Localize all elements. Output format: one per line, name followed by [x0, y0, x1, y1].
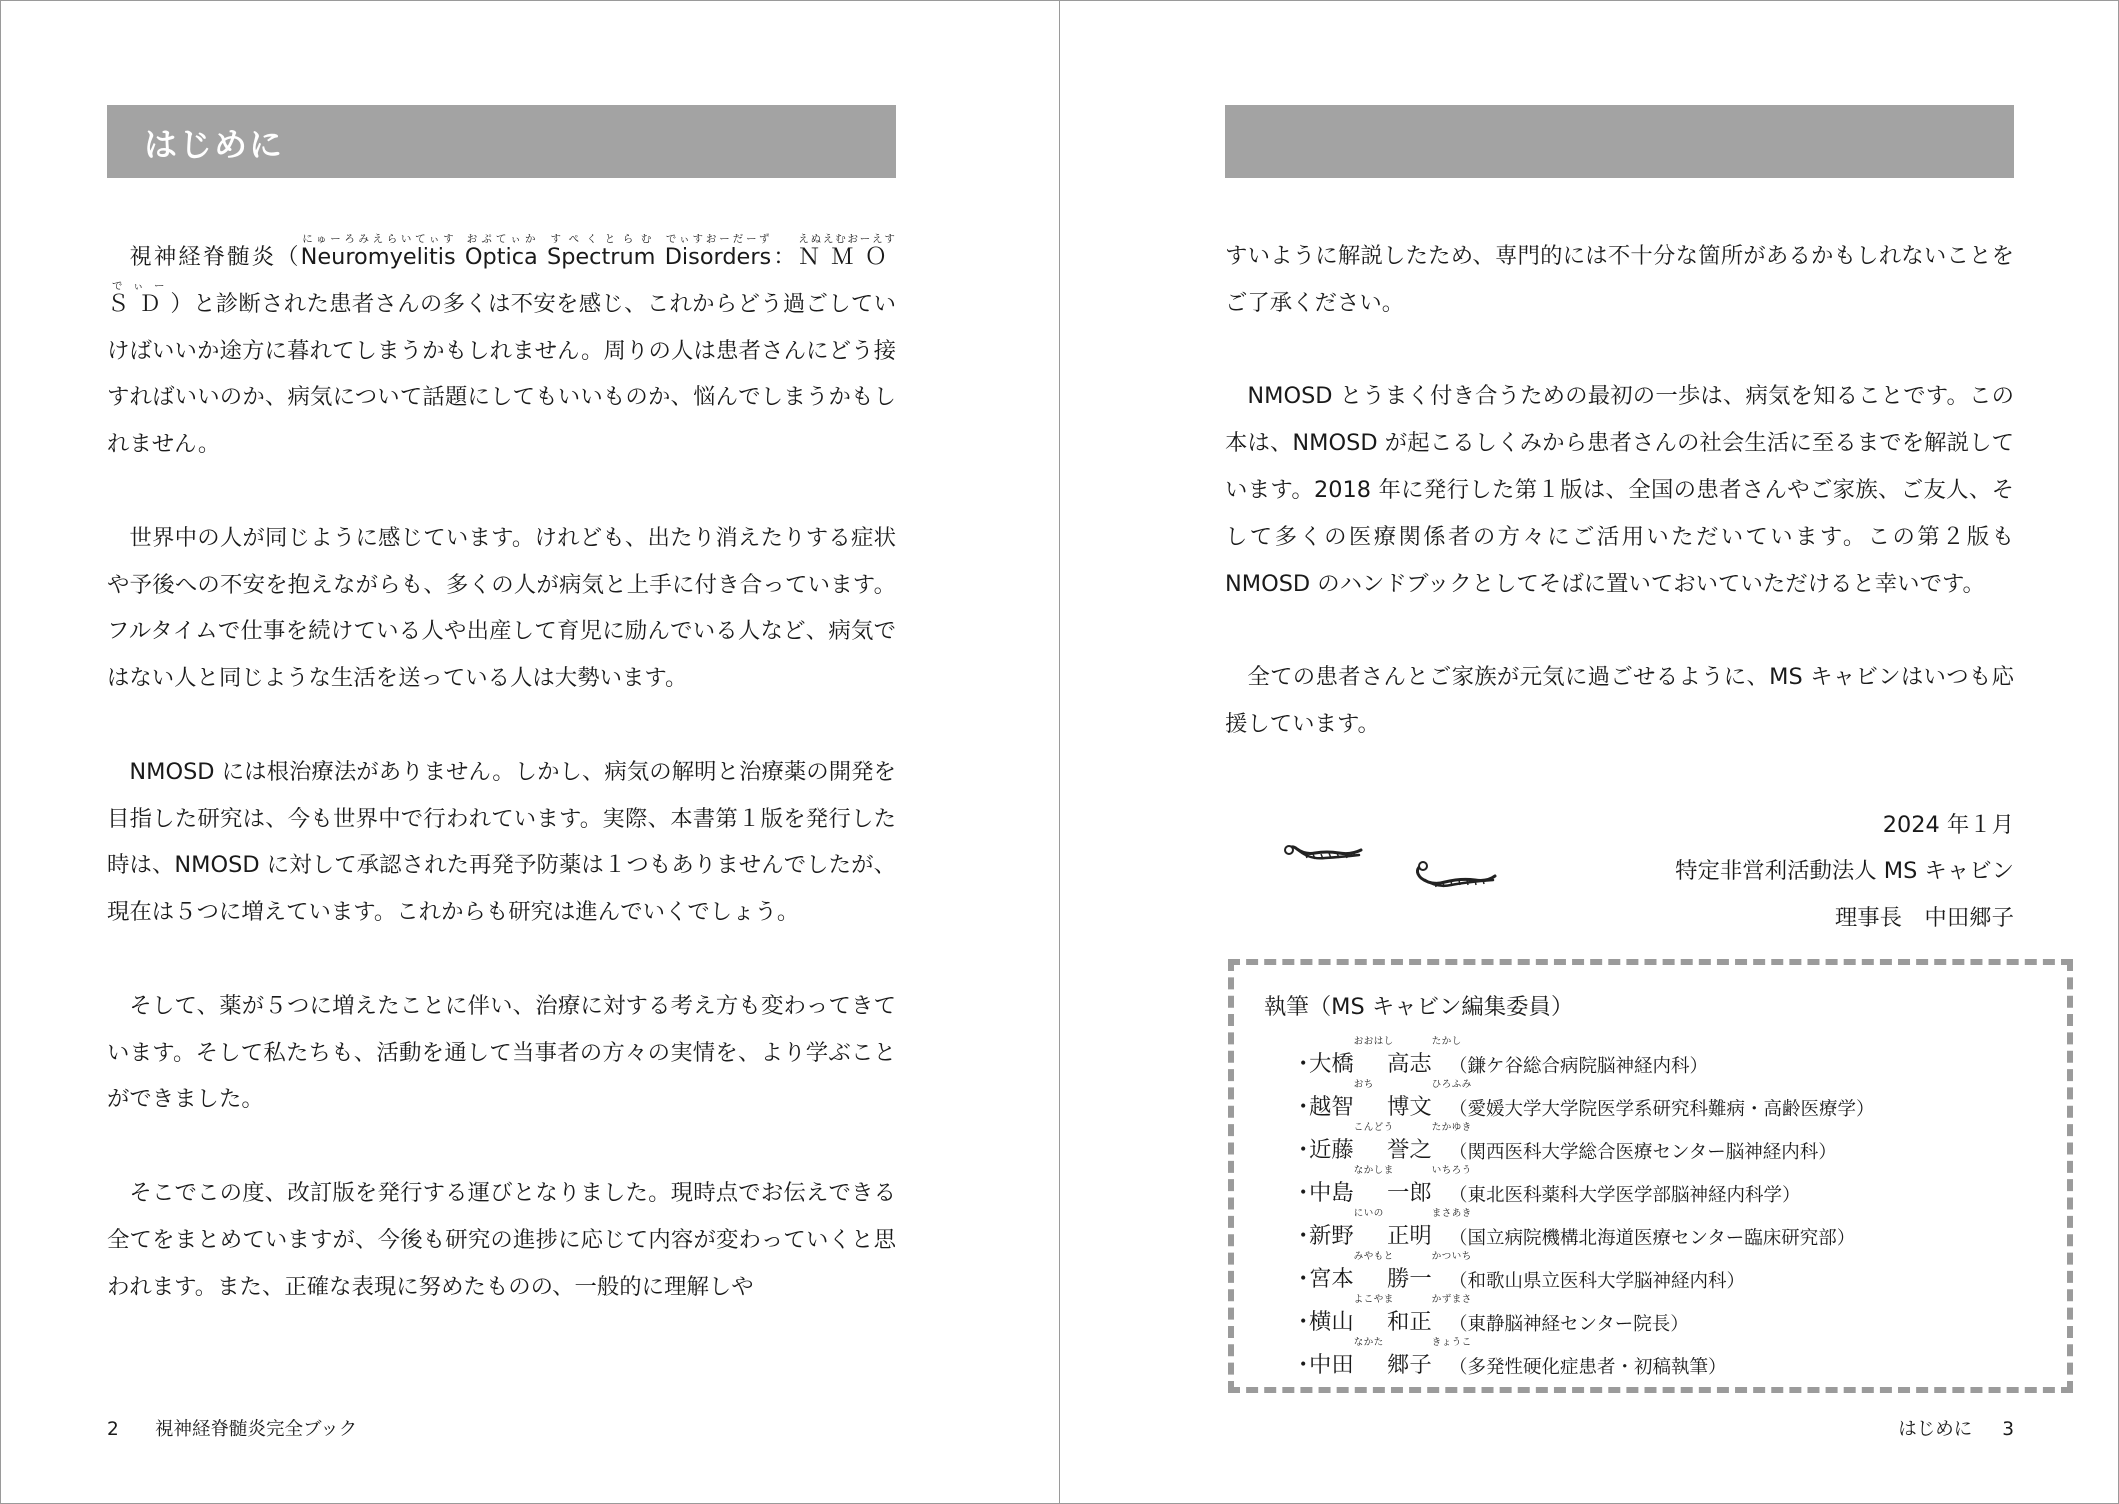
worm-illustration: [1411, 858, 1499, 892]
author-given-name: 正明まさあき: [1387, 1208, 1472, 1249]
intro-paragraph-2: 世界中の人が同じように感じています。けれども、出たり消えたりする症状や予後への不安を抱えながらも、多くの人が病気と上手に付き合っています。フルタイムで仕事を続けている人や出産して育児に励んでいる人など、病気ではない人と同じような生活を送っている人は大勢います。: [107, 524, 896, 692]
page-footer-right: [1898, 1415, 2014, 1441]
author-item: ・ 中島なかしま 一郎いちろう （東北医科薬科大学医学部脳神経内科学）: [1292, 1165, 1801, 1206]
author-surname: 新野にいの: [1309, 1208, 1384, 1249]
author-item: ・ 横山よこやま 和正かずまさ （東静脳神経センター院長）: [1292, 1294, 1689, 1335]
author-surname: 越智おち: [1309, 1079, 1374, 1120]
author-affiliation: （愛媛大学大学院医学系研究科難病・高齢医療学）: [1449, 1099, 1875, 1120]
author-list: [1292, 1035, 1875, 1379]
intro-paragraph-1: 視神経脊髄炎（Neuromyelitisにゅーろみえらいてぃす Opticaおぷてぃか Spectrumすぺくとらむ Disordersでぃすおーだーず：ＮＭＯＳＤえぬえむおーえすでぃー）と診断された患者さんの多くは不安を感じ、これからどう過ごしていけばいいか途方に暮れてしまうかもしれません。周りの人は患者さんにどう接すればいいのか、病気について話題にしてもいいものか、悩んでしまうかもしれません。: [107, 233, 897, 458]
left-body-text: [107, 233, 896, 1310]
page-number: 3: [2002, 1419, 2014, 1440]
author-affiliation: （鎌ケ谷総合病院脳神経内科）: [1449, 1056, 1709, 1077]
author-item: ・ 大橋おおはし 高志たかし （鎌ケ谷総合病院脳神経内科）: [1292, 1036, 1709, 1077]
author-item: ・ 新野にいの 正明まさあき （国立病院機構北海道医療センター臨床研究部）: [1292, 1208, 1856, 1249]
right-body-text: [1225, 233, 2014, 748]
signature-person: 理事長 中田郷子: [1834, 905, 2014, 931]
author-surname: 中田なかた: [1309, 1337, 1384, 1378]
author-item: ・ 越智おち 博文ひろふみ （愛媛大学大学院医学系研究科難病・高齢医療学）: [1292, 1079, 1875, 1120]
credits-box: [1228, 959, 2073, 1393]
intro-paragraph-7: 全ての患者さんとご家族が元気に過ごせるように、MS キャビンはいつも応援しています。: [1225, 664, 2014, 737]
right-page: [1060, 1, 2118, 1503]
author-surname: 大橋おおはし: [1309, 1036, 1394, 1077]
author-affiliation: （東静脳神経センター院長）: [1449, 1314, 1689, 1335]
author-given-name: 和正かずまさ: [1387, 1294, 1472, 1335]
intro-paragraph-6: NMOSD とうまく付き合うための最初の一歩は、病気を知ることです。この本は、NMOSD が起こるしくみから患者さんの社会生活に至るまでを解説しています。2018 年に発行した第１版は、全国の患者さんやご家族、ご友人、そして多くの医療関係者の方々にご活用いただいています。この第２版も NMOSD のハンドブックとしてそばに置いておいていただけると幸いです。: [1225, 383, 2014, 597]
author-given-name: 博文ひろふみ: [1387, 1079, 1472, 1120]
ruby-word: Opticaおぷてぃか: [464, 233, 538, 270]
author-surname: 宮本みやもと: [1309, 1251, 1394, 1292]
worm-illustration: [1281, 841, 1365, 865]
author-given-name: 誉之たかゆき: [1387, 1122, 1472, 1163]
running-head: はじめに: [1898, 1419, 1973, 1440]
author-surname: 横山よこやま: [1309, 1294, 1394, 1335]
intro-paragraph-3: NMOSD には根治療法がありません。しかし、病気の解明と治療薬の開発を目指した研究は、今も世界中で行われています。実際、本書第１版を発行した時は、NMOSD に対して承認された再発予防薬は１つもありませんでしたが、現在は５つに増えています。これからも研究は進んでいくでしょう。: [107, 758, 896, 926]
signature-date: 2024 年１月: [1882, 812, 2014, 838]
author-surname: 中島なかしま: [1309, 1165, 1394, 1206]
author-affiliation: （東北医科薬科大学医学部脳神経内科学）: [1449, 1185, 1801, 1206]
section-header-bar: [1225, 105, 2014, 178]
intro-paragraph-5: そこでこの度、改訂版を発行する運びとなりました。現時点でお伝えできる全てをまとめていますが、今後も研究の進捗に応じて内容が変わっていくと思われます。また、正確な表現に努めたものの、一般的に理解しや: [107, 1179, 896, 1300]
author-affiliation: （国立病院機構北海道医療センター臨床研究部）: [1449, 1228, 1856, 1249]
author-item: ・ 宮本みやもと 勝一かついち （和歌山県立医科大学脳神経内科）: [1292, 1251, 1746, 1292]
author-affiliation: （和歌山県立医科大学脳神経内科）: [1449, 1271, 1746, 1292]
author-surname: 近藤こんどう: [1309, 1122, 1394, 1163]
signature-organization: 特定非営利活動法人 MS キャビン: [1675, 858, 2014, 884]
author-affiliation: （関西医科大学総合医療センター脳神経内科）: [1449, 1142, 1837, 1163]
intro-paragraph-4: そして、薬が５つに増えたことに伴い、治療に対する考え方も変わってきています。そして私たちも、活動を通して当事者の方々の実情を、より学ぶことができました。: [107, 992, 896, 1113]
page-footer-left: [107, 1415, 357, 1441]
ruby-word: Disordersでぃすおーだーず: [664, 233, 772, 270]
author-item: ・ 中田なかた 郷子きょうこ （多発性硬化症患者・初稿執筆）: [1292, 1337, 1727, 1378]
book-title: 視神経脊髄炎完全ブック: [155, 1419, 358, 1440]
section-header-bar: [107, 105, 896, 178]
credits-title: 執筆（MS キャビン編集委員）: [1264, 994, 1574, 1020]
ruby-word: Spectrumすぺくとらむ: [546, 233, 656, 270]
section-title: はじめに: [144, 125, 284, 164]
disease-term: 視神経脊髄炎: [129, 244, 277, 270]
left-page: [1, 1, 1060, 1503]
author-affiliation: （多発性硬化症患者・初稿執筆）: [1449, 1357, 1727, 1378]
continued-paragraph: すいように解説したため、専門的には不十分な箇所があるかもしれないことをご了承ください。: [1225, 243, 2014, 316]
ruby-word: Neuromyelitisにゅーろみえらいてぃす: [300, 233, 456, 270]
author-item: ・ 近藤こんどう 誉之たかゆき （関西医科大学総合医療センター脳神経内科）: [1292, 1122, 1837, 1163]
author-given-name: 勝一かついち: [1387, 1251, 1472, 1292]
page-number: 2: [107, 1419, 119, 1440]
acronym: ＮＭＯＳＤえぬえむおーえすでぃー: [107, 233, 897, 317]
author-given-name: 高志たかし: [1387, 1036, 1462, 1077]
author-given-name: 一郎いちろう: [1387, 1165, 1472, 1206]
author-given-name: 郷子きょうこ: [1387, 1337, 1472, 1378]
